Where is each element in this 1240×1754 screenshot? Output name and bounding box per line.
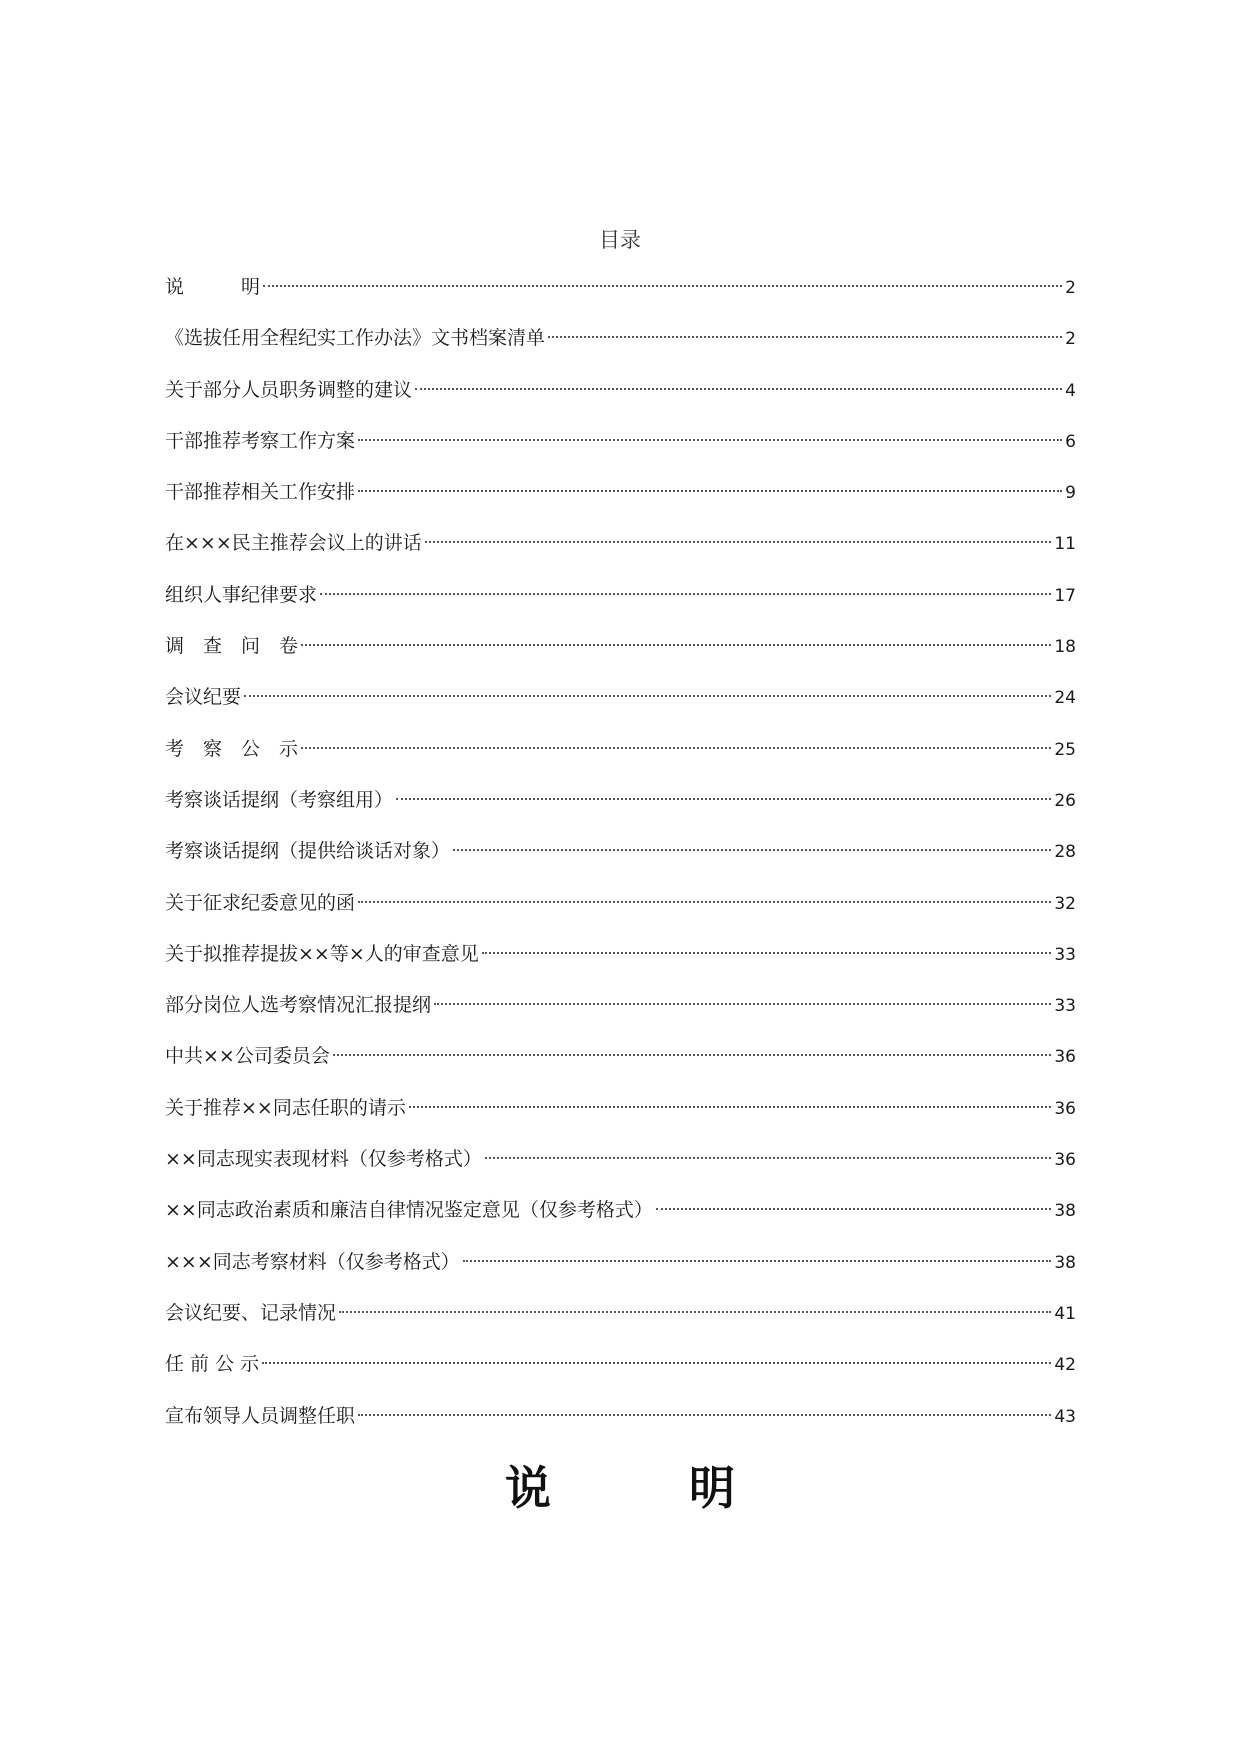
toc-leader-dots (358, 439, 1062, 441)
toc-leader-dots (485, 1157, 1052, 1159)
toc-leader-dots (333, 1054, 1052, 1056)
toc-leader-dots (656, 1208, 1052, 1210)
toc-entry-title: ××同志现实表现材料（仅参考格式） (165, 1148, 482, 1171)
toc-entry-page-number: 28 (1054, 842, 1076, 863)
toc-leader-dots (262, 1362, 1051, 1364)
toc-entry[interactable] (165, 836, 1076, 887)
toc-leader-dots (453, 849, 1051, 851)
toc-list (165, 272, 1076, 1452)
toc-entry-page-number: 25 (1054, 739, 1076, 760)
toc-entry-title: 在×××民主推荐会议上的讲话 (165, 532, 422, 555)
toc-entry-page-number: 24 (1054, 688, 1076, 709)
toc-entry-title: 调 查 问 卷 (165, 635, 299, 658)
toc-leader-dots (548, 336, 1062, 338)
toc-entry[interactable] (165, 426, 1076, 477)
toc-entry-title: 关于拟推荐提拔××等×人的审查意见 (165, 942, 479, 965)
toc-leader-dots (301, 644, 1051, 646)
toc-entry-title: 《选拔任用全程纪实工作办法》文书档案清单 (165, 327, 546, 350)
toc-entry[interactable] (165, 1247, 1076, 1298)
toc-leader-dots (434, 1003, 1051, 1005)
toc-entry-title: 组织人事纪律要求 (165, 583, 318, 606)
toc-entry[interactable] (165, 477, 1076, 528)
toc-entry-title: 说 明 (165, 276, 261, 298)
toc-entry[interactable] (165, 631, 1076, 682)
toc-entry-title: 干部推荐考察工作方案 (165, 429, 356, 452)
toc-leader-dots (320, 593, 1051, 595)
toc-leader-dots (396, 798, 1051, 800)
section-heading: 说 明 (505, 1461, 735, 1515)
toc-entry[interactable] (165, 1093, 1076, 1144)
toc-entry-page-number: 38 (1054, 1201, 1076, 1222)
toc-entry-title: 干部推荐相关工作安排 (165, 481, 356, 504)
toc-entry-page-number: 2 (1065, 278, 1076, 298)
toc-leader-dots (301, 747, 1051, 749)
toc-entry-page-number: 9 (1065, 483, 1076, 504)
toc-entry[interactable] (165, 323, 1076, 374)
toc-entry-title: 关于征求纪委意见的函 (165, 891, 356, 914)
toc-entry-title: 考察谈话提纲（考察组用） (165, 788, 394, 811)
toc-entry-title: ××同志政治素质和廉洁自律情况鉴定意见（仅参考格式） (165, 1199, 653, 1222)
toc-entry[interactable] (165, 939, 1076, 990)
toc-entry-page-number: 36 (1054, 1098, 1076, 1119)
toc-entry[interactable] (165, 1195, 1076, 1246)
toc-leader-dots (358, 490, 1062, 492)
toc-entry-page-number: 42 (1054, 1355, 1076, 1376)
toc-entry-title: 会议纪要 (165, 686, 242, 709)
toc-entry-title: 考察谈话提纲（提供给谈话对象） (165, 840, 451, 863)
toc-entry[interactable] (165, 1349, 1076, 1400)
toc-entry[interactable] (165, 1144, 1076, 1195)
toc-entry[interactable] (165, 272, 1076, 323)
toc-entry[interactable] (165, 375, 1076, 426)
toc-entry-page-number: 38 (1054, 1252, 1076, 1273)
toc-entry[interactable] (165, 1041, 1076, 1092)
toc-entry-title: 部分岗位人选考察情况汇报提纲 (165, 994, 432, 1017)
toc-leader-dots (482, 952, 1052, 954)
toc-leader-dots (244, 695, 1051, 697)
toc-entry[interactable] (165, 528, 1076, 579)
toc-entry-title: 关于推荐××同志任职的请示 (165, 1096, 406, 1119)
toc-entry-page-number: 18 (1054, 637, 1076, 658)
toc-entry[interactable] (165, 888, 1076, 939)
toc-entry-page-number: 33 (1054, 944, 1076, 965)
toc-entry[interactable] (165, 1401, 1076, 1452)
toc-entry-title: 考 察 公 示 (165, 737, 299, 760)
toc-leader-dots (358, 1414, 1051, 1416)
toc-entry-page-number: 43 (1054, 1406, 1076, 1427)
toc-entry-page-number: 33 (1054, 996, 1076, 1017)
toc-leader-dots (415, 388, 1062, 390)
toc-leader-dots (409, 1106, 1052, 1108)
toc-entry[interactable] (165, 785, 1076, 836)
toc-entry-page-number: 4 (1065, 380, 1076, 401)
toc-entry-page-number: 11 (1054, 534, 1076, 555)
toc-entry-title: 关于部分人员职务调整的建议 (165, 378, 413, 401)
toc-entry[interactable] (165, 580, 1076, 631)
toc-entry-page-number: 32 (1054, 893, 1076, 914)
toc-entry[interactable] (165, 734, 1076, 785)
toc-entry-title: 中共××公司委员会 (165, 1045, 330, 1068)
toc-entry-page-number: 41 (1054, 1303, 1076, 1324)
toc-leader-dots (263, 285, 1062, 287)
toc-leader-dots (358, 901, 1051, 903)
toc-entry-title: 会议纪要、记录情况 (165, 1301, 337, 1324)
toc-entry-page-number: 26 (1054, 790, 1076, 811)
toc-entry-title: 任 前 公 示 (165, 1353, 260, 1376)
toc-leader-dots (463, 1260, 1052, 1262)
toc-entry-page-number: 36 (1054, 1047, 1076, 1068)
toc-entry-page-number: 6 (1065, 431, 1076, 452)
toc-leader-dots (425, 541, 1052, 543)
toc-entry-page-number: 36 (1054, 1150, 1076, 1171)
toc-title: 目录 (599, 228, 641, 252)
toc-leader-dots (339, 1311, 1051, 1313)
toc-entry[interactable] (165, 1298, 1076, 1349)
toc-entry-page-number: 17 (1054, 585, 1076, 606)
toc-entry[interactable] (165, 682, 1076, 733)
toc-entry-title: 宣布领导人员调整任职 (165, 1404, 356, 1427)
toc-entry[interactable] (165, 990, 1076, 1041)
toc-entry-title: ×××同志考察材料（仅参考格式） (165, 1250, 460, 1273)
toc-entry-page-number: 2 (1065, 329, 1076, 350)
